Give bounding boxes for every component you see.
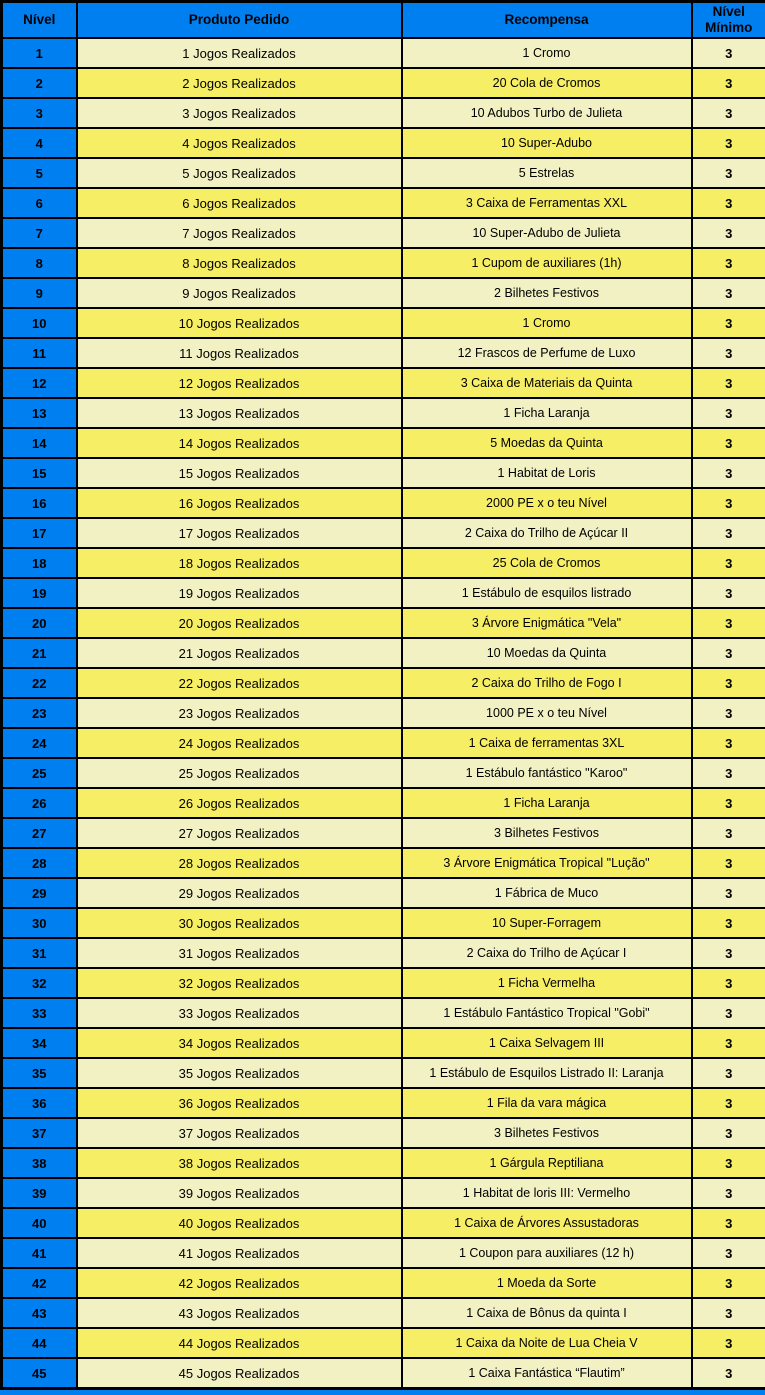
min-level-cell: 3 (692, 518, 765, 548)
product-cell: 19 Jogos Realizados (77, 578, 402, 608)
min-level-cell: 3 (692, 578, 765, 608)
level-cell: 1 (2, 38, 77, 68)
reward-cell: 3 Bilhetes Festivos (402, 1118, 692, 1148)
reward-cell: 10 Super-Adubo (402, 128, 692, 158)
product-cell: 5 Jogos Realizados (77, 158, 402, 188)
level-cell: 33 (2, 998, 77, 1028)
min-level-cell: 3 (692, 548, 765, 578)
reward-cell: 1 Estábulo de esquilos listrado (402, 578, 692, 608)
product-cell: 12 Jogos Realizados (77, 368, 402, 398)
min-level-cell: 3 (692, 1208, 765, 1238)
min-level-cell: 3 (692, 1118, 765, 1148)
min-level-cell: 3 (692, 878, 765, 908)
column-header-reward: Recompensa (402, 2, 692, 39)
reward-cell: 1 Caixa Fantástica “Flautim” (402, 1358, 692, 1389)
reward-cell: 2 Caixa do Trilho de Açúcar I (402, 938, 692, 968)
level-cell: 6 (2, 188, 77, 218)
reward-cell: 1 Caixa de Árvores Assustadoras (402, 1208, 692, 1238)
level-cell: 45 (2, 1358, 77, 1389)
reward-cell: 2 Caixa do Trilho de Fogo I (402, 668, 692, 698)
level-cell: 36 (2, 1088, 77, 1118)
table-row (2, 908, 765, 938)
table-row (2, 1298, 765, 1328)
level-cell: 26 (2, 788, 77, 818)
product-cell: 30 Jogos Realizados (77, 908, 402, 938)
product-cell: 20 Jogos Realizados (77, 608, 402, 638)
reward-cell: 1 Ficha Laranja (402, 398, 692, 428)
level-cell: 32 (2, 968, 77, 998)
min-level-cell: 3 (692, 428, 765, 458)
table-row (2, 368, 765, 398)
reward-cell: 12 Frascos de Perfume de Luxo (402, 338, 692, 368)
min-level-cell: 3 (692, 158, 765, 188)
product-cell: 4 Jogos Realizados (77, 128, 402, 158)
level-cell: 5 (2, 158, 77, 188)
reward-cell: 1 Caixa da Noite de Lua Cheia V (402, 1328, 692, 1358)
product-cell: 41 Jogos Realizados (77, 1238, 402, 1268)
level-cell: 19 (2, 578, 77, 608)
level-cell: 27 (2, 818, 77, 848)
product-cell: 40 Jogos Realizados (77, 1208, 402, 1238)
level-cell: 12 (2, 368, 77, 398)
reward-cell: 1 Coupon para auxiliares (12 h) (402, 1238, 692, 1268)
product-cell: 3 Jogos Realizados (77, 98, 402, 128)
min-level-cell: 3 (692, 938, 765, 968)
column-header-product: Produto Pedido (77, 2, 402, 39)
min-level-cell: 3 (692, 818, 765, 848)
table-row (2, 128, 765, 158)
table-row (2, 338, 765, 368)
min-level-cell: 3 (692, 458, 765, 488)
product-cell: 21 Jogos Realizados (77, 638, 402, 668)
min-level-cell: 3 (692, 1148, 765, 1178)
min-level-cell: 3 (692, 1238, 765, 1268)
min-level-cell: 3 (692, 968, 765, 998)
level-cell: 37 (2, 1118, 77, 1148)
min-level-cell: 3 (692, 998, 765, 1028)
product-cell: 11 Jogos Realizados (77, 338, 402, 368)
level-cell: 39 (2, 1178, 77, 1208)
product-cell: 22 Jogos Realizados (77, 668, 402, 698)
product-cell: 28 Jogos Realizados (77, 848, 402, 878)
table-row (2, 458, 765, 488)
reward-cell: 3 Árvore Enigmática Tropical "Lução" (402, 848, 692, 878)
level-cell: 21 (2, 638, 77, 668)
min-level-cell: 3 (692, 128, 765, 158)
level-cell: 7 (2, 218, 77, 248)
reward-cell: 1 Moeda da Sorte (402, 1268, 692, 1298)
product-cell: 18 Jogos Realizados (77, 548, 402, 578)
reward-cell: 10 Adubos Turbo de Julieta (402, 98, 692, 128)
product-cell: 14 Jogos Realizados (77, 428, 402, 458)
reward-cell: 3 Caixa de Materiais da Quinta (402, 368, 692, 398)
table-row (2, 1088, 765, 1118)
table-row (2, 878, 765, 908)
level-cell: 18 (2, 548, 77, 578)
reward-cell: 1 Caixa Selvagem III (402, 1028, 692, 1058)
reward-cell: 1 Ficha Vermelha (402, 968, 692, 998)
reward-cell: 2 Caixa do Trilho de Açúcar II (402, 518, 692, 548)
table-row (2, 818, 765, 848)
min-level-cell: 3 (692, 38, 765, 68)
table-row (2, 998, 765, 1028)
column-header-min-level: Nível Mínimo (692, 2, 765, 39)
table-row (2, 1148, 765, 1178)
reward-cell: 1 Cromo (402, 308, 692, 338)
min-level-cell: 3 (692, 248, 765, 278)
product-cell: 38 Jogos Realizados (77, 1148, 402, 1178)
level-cell: 23 (2, 698, 77, 728)
product-cell: 24 Jogos Realizados (77, 728, 402, 758)
table-row (2, 848, 765, 878)
reward-cell: 1 Estábulo fantástico "Karoo" (402, 758, 692, 788)
reward-cell: 1 Ficha Laranja (402, 788, 692, 818)
level-cell: 43 (2, 1298, 77, 1328)
min-level-cell: 3 (692, 398, 765, 428)
table-row (2, 1328, 765, 1358)
reward-cell: 2000 PE x o teu Nível (402, 488, 692, 518)
level-cell: 22 (2, 668, 77, 698)
product-cell: 7 Jogos Realizados (77, 218, 402, 248)
level-cell: 29 (2, 878, 77, 908)
table-row (2, 488, 765, 518)
table-row (2, 218, 765, 248)
table-row (2, 758, 765, 788)
min-level-cell: 3 (692, 1298, 765, 1328)
table-body (2, 38, 765, 1389)
product-cell: 45 Jogos Realizados (77, 1358, 402, 1389)
level-cell: 9 (2, 278, 77, 308)
level-cell: 30 (2, 908, 77, 938)
reward-cell: 5 Estrelas (402, 158, 692, 188)
level-cell: 44 (2, 1328, 77, 1358)
level-cell: 15 (2, 458, 77, 488)
min-level-cell: 3 (692, 1268, 765, 1298)
level-cell: 17 (2, 518, 77, 548)
min-level-cell: 3 (692, 1088, 765, 1118)
reward-cell: 1 Caixa de ferramentas 3XL (402, 728, 692, 758)
table-row (2, 1358, 765, 1389)
reward-cell: 1 Estábulo de Esquilos Listrado II: Laranja (402, 1058, 692, 1088)
header-row (2, 2, 765, 39)
table-row (2, 638, 765, 668)
level-cell: 31 (2, 938, 77, 968)
min-level-cell: 3 (692, 68, 765, 98)
product-cell: 36 Jogos Realizados (77, 1088, 402, 1118)
reward-cell: 3 Bilhetes Festivos (402, 818, 692, 848)
product-cell: 32 Jogos Realizados (77, 968, 402, 998)
reward-cell: 20 Cola de Cromos (402, 68, 692, 98)
product-cell: 25 Jogos Realizados (77, 758, 402, 788)
min-level-cell: 3 (692, 308, 765, 338)
reward-cell: 10 Moedas da Quinta (402, 638, 692, 668)
table-row (2, 98, 765, 128)
table-row (2, 698, 765, 728)
table-row (2, 1118, 765, 1148)
product-cell: 27 Jogos Realizados (77, 818, 402, 848)
min-level-cell: 3 (692, 1328, 765, 1358)
min-level-cell: 3 (692, 368, 765, 398)
product-cell: 33 Jogos Realizados (77, 998, 402, 1028)
min-level-cell: 3 (692, 848, 765, 878)
min-level-cell: 3 (692, 1178, 765, 1208)
reward-cell: 1 Estábulo Fantástico Tropical "Gobi" (402, 998, 692, 1028)
level-cell: 20 (2, 608, 77, 638)
reward-cell: 1 Habitat de loris III: Vermelho (402, 1178, 692, 1208)
reward-cell: 25 Cola de Cromos (402, 548, 692, 578)
level-cell: 35 (2, 1058, 77, 1088)
table-row (2, 1058, 765, 1088)
min-level-cell: 3 (692, 698, 765, 728)
min-level-cell: 3 (692, 1028, 765, 1058)
product-cell: 10 Jogos Realizados (77, 308, 402, 338)
table-row (2, 248, 765, 278)
table-row (2, 518, 765, 548)
product-cell: 17 Jogos Realizados (77, 518, 402, 548)
min-level-cell: 3 (692, 98, 765, 128)
product-cell: 16 Jogos Realizados (77, 488, 402, 518)
table-row (2, 1178, 765, 1208)
reward-cell: 1 Fábrica de Muco (402, 878, 692, 908)
table-row (2, 578, 765, 608)
min-level-cell: 3 (692, 728, 765, 758)
table-row (2, 608, 765, 638)
product-cell: 43 Jogos Realizados (77, 1298, 402, 1328)
table-row (2, 158, 765, 188)
table-row (2, 278, 765, 308)
product-cell: 13 Jogos Realizados (77, 398, 402, 428)
reward-cell: 1 Cromo (402, 38, 692, 68)
min-level-cell: 3 (692, 608, 765, 638)
product-cell: 26 Jogos Realizados (77, 788, 402, 818)
reward-cell: 1 Gárgula Reptiliana (402, 1148, 692, 1178)
min-level-cell: 3 (692, 1358, 765, 1389)
level-cell: 8 (2, 248, 77, 278)
product-cell: 1 Jogos Realizados (77, 38, 402, 68)
table-row (2, 668, 765, 698)
level-cell: 11 (2, 338, 77, 368)
level-cell: 38 (2, 1148, 77, 1178)
level-cell: 41 (2, 1238, 77, 1268)
product-cell: 9 Jogos Realizados (77, 278, 402, 308)
table-row (2, 398, 765, 428)
min-level-cell: 3 (692, 908, 765, 938)
reward-cell: 5 Moedas da Quinta (402, 428, 692, 458)
reward-cell: 1 Habitat de Loris (402, 458, 692, 488)
product-cell: 2 Jogos Realizados (77, 68, 402, 98)
product-cell: 6 Jogos Realizados (77, 188, 402, 218)
reward-cell: 10 Super-Forragem (402, 908, 692, 938)
level-cell: 10 (2, 308, 77, 338)
min-level-cell: 3 (692, 788, 765, 818)
min-level-cell: 3 (692, 758, 765, 788)
table-row (2, 968, 765, 998)
table-row (2, 728, 765, 758)
table-row (2, 188, 765, 218)
reward-cell: 1000 PE x o teu Nível (402, 698, 692, 728)
table-row (2, 548, 765, 578)
reward-cell: 3 Caixa de Ferramentas XXL (402, 188, 692, 218)
min-level-cell: 3 (692, 488, 765, 518)
table-row (2, 428, 765, 458)
reward-cell: 1 Cupom de auxiliares (1h) (402, 248, 692, 278)
reward-cell: 10 Super-Adubo de Julieta (402, 218, 692, 248)
level-cell: 2 (2, 68, 77, 98)
table-row (2, 1028, 765, 1058)
min-level-cell: 3 (692, 188, 765, 218)
product-cell: 34 Jogos Realizados (77, 1028, 402, 1058)
level-cell: 34 (2, 1028, 77, 1058)
min-level-cell: 3 (692, 338, 765, 368)
reward-cell: 2 Bilhetes Festivos (402, 278, 692, 308)
reward-cell: 1 Fila da vara mágica (402, 1088, 692, 1118)
level-cell: 40 (2, 1208, 77, 1238)
level-cell: 28 (2, 848, 77, 878)
level-cell: 4 (2, 128, 77, 158)
product-cell: 31 Jogos Realizados (77, 938, 402, 968)
level-cell: 25 (2, 758, 77, 788)
column-header-level: Nível (2, 2, 77, 39)
level-cell: 14 (2, 428, 77, 458)
product-cell: 29 Jogos Realizados (77, 878, 402, 908)
table-row (2, 38, 765, 68)
table-row (2, 938, 765, 968)
table-row (2, 1208, 765, 1238)
product-cell: 39 Jogos Realizados (77, 1178, 402, 1208)
product-cell: 23 Jogos Realizados (77, 698, 402, 728)
table-row (2, 308, 765, 338)
reward-cell: 3 Árvore Enigmática "Vela" (402, 608, 692, 638)
min-level-cell: 3 (692, 278, 765, 308)
table-row (2, 1268, 765, 1298)
reward-cell: 1 Caixa de Bônus da quinta I (402, 1298, 692, 1328)
product-cell: 8 Jogos Realizados (77, 248, 402, 278)
table-row (2, 788, 765, 818)
product-cell: 44 Jogos Realizados (77, 1328, 402, 1358)
level-cell: 24 (2, 728, 77, 758)
min-level-cell: 3 (692, 1058, 765, 1088)
product-cell: 15 Jogos Realizados (77, 458, 402, 488)
product-cell: 35 Jogos Realizados (77, 1058, 402, 1088)
table-header (2, 2, 765, 39)
min-level-cell: 3 (692, 218, 765, 248)
level-cell: 13 (2, 398, 77, 428)
product-cell: 37 Jogos Realizados (77, 1118, 402, 1148)
table-row (2, 68, 765, 98)
level-cell: 42 (2, 1268, 77, 1298)
product-cell: 42 Jogos Realizados (77, 1268, 402, 1298)
min-level-cell: 3 (692, 668, 765, 698)
table-row (2, 1238, 765, 1268)
min-level-cell: 3 (692, 638, 765, 668)
level-cell: 16 (2, 488, 77, 518)
level-cell: 3 (2, 98, 77, 128)
